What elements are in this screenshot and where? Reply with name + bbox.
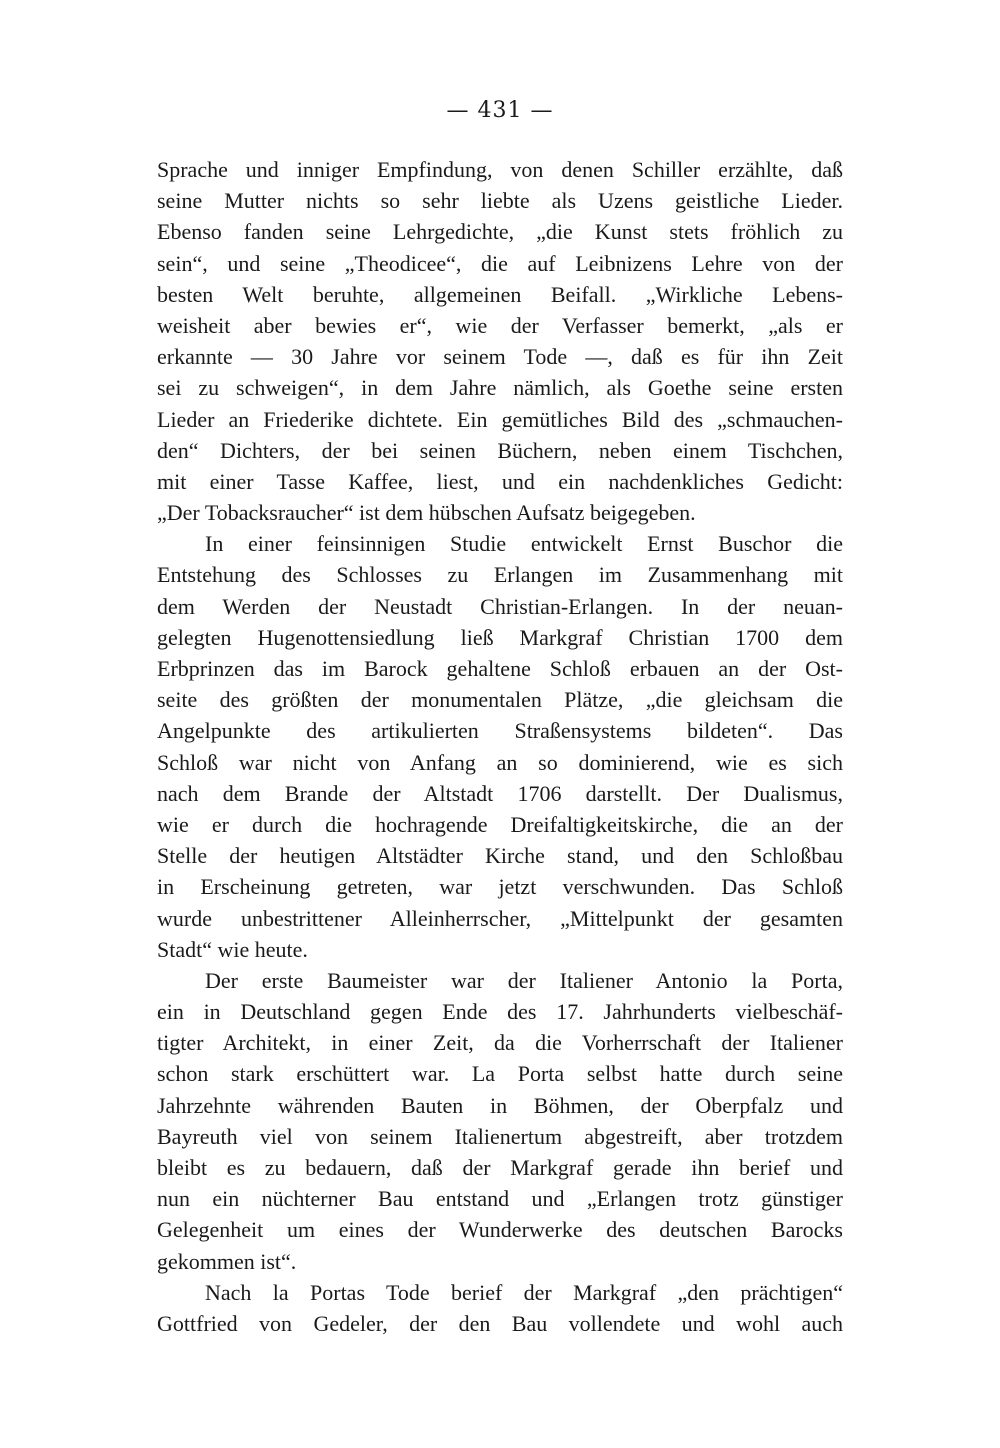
- text-line: weisheit aber bewies er“, wie der Verfasser bemerkt, „als er: [157, 312, 843, 338]
- text-line: seite des größten der monumentalen Plätze, „die gleichsam die: [157, 687, 843, 713]
- text-line: gekommen ist“.: [157, 1248, 297, 1274]
- body-text: [157, 154, 843, 1339]
- text-line: Ebenso fanden seine Lehrgedichte, „die Kunst stets fröhlich zu: [157, 219, 843, 245]
- paragraph: [157, 528, 843, 965]
- text-line: dem Werden der Neustadt Christian-Erlangen. In der neuan-: [157, 593, 843, 619]
- page-number: — 431 —: [446, 98, 554, 123]
- text-line: erkannte — 30 Jahre vor seinem Tode —, daß es für ihn Zeit: [157, 344, 843, 370]
- text-line: ein in Deutschland gegen Ende des 17. Jahrhunderts vielbeschäf-: [157, 999, 843, 1025]
- paragraph: [157, 965, 843, 1277]
- text-line: bleibt es zu bedauern, daß der Markgraf gerade ihn berief und: [157, 1155, 843, 1180]
- text-line: wie er durch die hochragende Dreifaltigkeitskirche, die an der: [157, 811, 843, 837]
- text-line: Stelle der heutigen Altstädter Kirche stand, und den Schloßbau: [157, 843, 843, 869]
- text-line: Stadt“ wie heute.: [157, 936, 308, 962]
- text-line: sei zu schweigen“, in dem Jahre nämlich, als Goethe seine ersten: [157, 375, 843, 401]
- text-line: Lieder an Friederike dichtete. Ein gemütliches Bild des „schmauchen-: [157, 406, 843, 432]
- text-line: schon stark erschüttert war. La Porta selbst hatte durch seine: [157, 1061, 843, 1087]
- text-line: „Der Tobacksraucher“ ist dem hübschen Aufsatz beigegeben.: [157, 500, 696, 526]
- text-line: Erbprinzen das im Barock gehaltene Schloß erbauen an der Ost-: [157, 656, 843, 681]
- text-line: nach dem Brande der Altstadt 1706 darstellt. Der Dualismus,: [157, 780, 843, 806]
- text-line: sein“, und seine „Theodicee“, die auf Leibnizens Lehre von der: [157, 250, 843, 276]
- text-line: Angelpunkte des artikulierten Straßensystems bildeten“. Das: [157, 718, 843, 744]
- text-line: Sprache und inniger Empfindung, von denen Schiller erzählte, daß: [157, 157, 843, 182]
- text-line: Gelegenheit um eines der Wunderwerke des deutschen Barocks: [157, 1217, 843, 1243]
- text-line: Der erste Baumeister war der Italiener Antonio la Porta,: [205, 967, 843, 993]
- text-line: besten Welt beruhte, allgemeinen Beifall. „Wirkliche Lebens-: [157, 281, 843, 307]
- text-line: seine Mutter nichts so sehr liebte als Uzens geistliche Lieder.: [157, 188, 843, 214]
- paragraph: [157, 1277, 843, 1339]
- text-line: den“ Dichters, der bei seinen Büchern, neben einem Tischchen,: [157, 437, 843, 463]
- text-line: Entstehung des Schlosses zu Erlangen im Zusammenhang mit: [157, 562, 843, 588]
- text-line: wurde unbestrittener Alleinherrscher, „Mittelpunkt der gesamten: [157, 905, 843, 931]
- text-line: gelegten Hugenottensiedlung ließ Markgraf Christian 1700 dem: [157, 624, 843, 650]
- paragraph: [157, 154, 843, 528]
- text-line: Jahrzehnte währenden Bauten in Böhmen, der Oberpfalz und: [157, 1092, 843, 1118]
- text-line: Gottfried von Gedeler, der den Bau vollendete und wohl auch: [157, 1310, 843, 1336]
- text-line: in Erscheinung getreten, war jetzt verschwunden. Das Schloß: [157, 874, 843, 900]
- text-line: Nach la Portas Tode berief der Markgraf „den prächtigen“: [205, 1279, 843, 1305]
- text-line: Bayreuth viel von seinem Italienertum abgestreift, aber trotzdem: [157, 1123, 843, 1149]
- text-line: Schloß war nicht von Anfang an so dominierend, wie es sich: [157, 749, 843, 775]
- text-line: In einer feinsinnigen Studie entwickelt Ernst Buschor die: [205, 531, 843, 557]
- text-line: nun ein nüchterner Bau entstand und „Erlangen trotz günstiger: [157, 1186, 843, 1212]
- text-line: tigter Architekt, in einer Zeit, da die Vorherrschaft der Italiener: [157, 1030, 843, 1056]
- text-line: mit einer Tasse Kaffee, liest, und ein nachdenkliches Gedicht:: [157, 468, 843, 494]
